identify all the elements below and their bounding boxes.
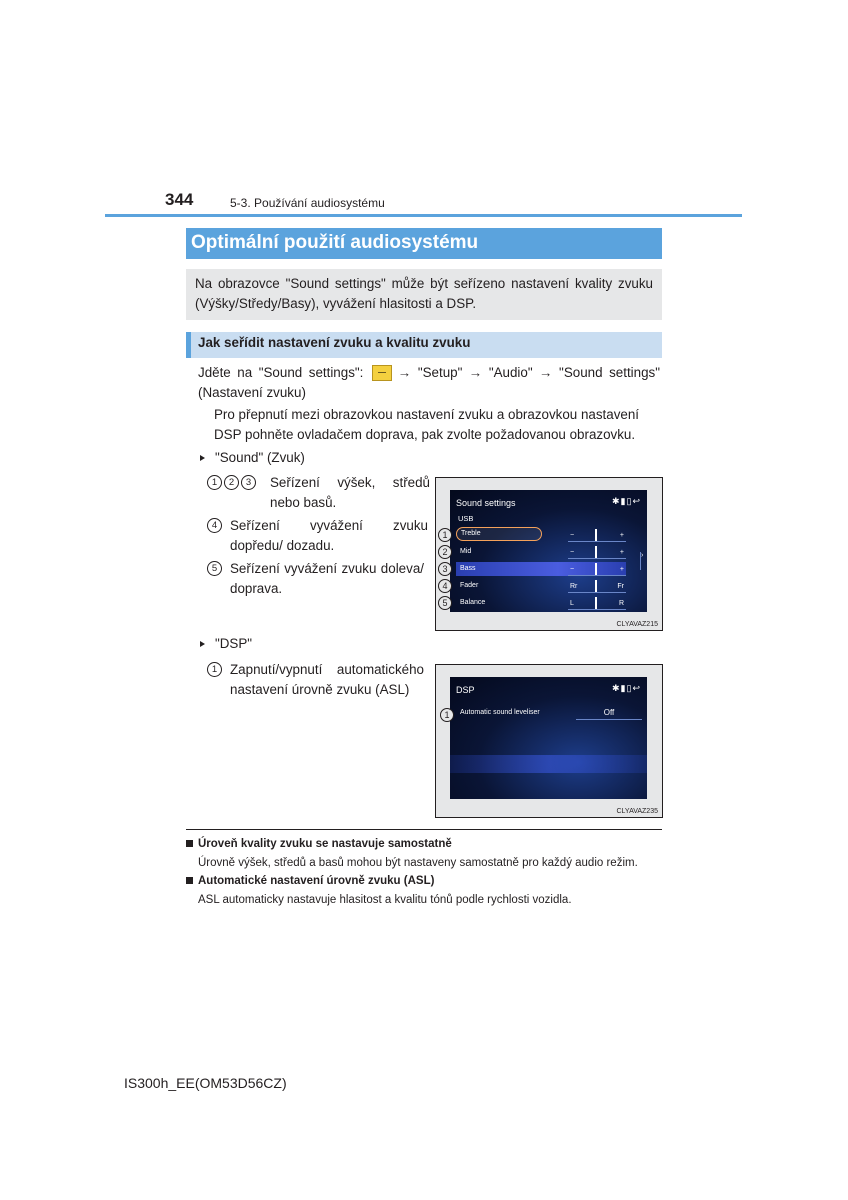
sound-settings-screenshot [435,477,663,631]
back-icon: ↩ [632,496,641,506]
slider-indicator [595,546,597,558]
balance-slider[interactable] [568,597,626,610]
screen-callout: 1 [440,708,454,722]
row-label: Fader [460,582,479,589]
row-label: Bass [460,565,476,572]
callout-number: 3 [241,475,256,490]
slider-max: R [618,600,624,607]
callout-group-dsp-1 [207,661,224,679]
callout-group-4 [207,517,224,535]
asl-toggle[interactable]: Off [576,707,642,720]
dsp-switch-note: Pro přepnutí mezi obrazovkou nastavení zvuku a obrazovkou nastavení DSP pohněte ovladačem doprava, pak zvolte požadovanou obrazovku. [214,407,640,442]
chevron-right-icon: › [640,552,647,570]
mid-row[interactable] [456,545,626,559]
path-after: → "Setup" → "Audio" → "Sound settings" (Nastavení zvuku) [198,365,660,400]
callout-number: 1 [207,662,222,677]
dsp-bullet [200,634,252,654]
screen-title: DSP [456,685,475,695]
navigation-path [198,363,660,403]
sound-item-text: Seřízení vyvážení zvuku doleva/ doprava. [230,561,424,596]
row-label: Mid [460,548,472,555]
callout-number: 1 [207,475,222,490]
status-icons [612,496,641,507]
bluetooth-icon: ✱ [612,683,621,693]
note-heading [186,875,434,887]
note-heading-text: Automatické nastavení úrovně zvuku (ASL) [198,875,435,887]
page-title: Optimální použití audiosystému [186,228,662,259]
bass-slider[interactable] [568,563,626,576]
path-before: Jděte na "Sound settings": [198,365,364,380]
slider-indicator [595,529,597,541]
bass-row[interactable] [456,562,626,576]
notes-divider [186,829,662,830]
sound-item-text: Seřízení výšek, středů nebo basů. [270,475,430,510]
section-heading: Jak seřídit nastavení zvuku a kvalitu zvuku [186,332,662,358]
square-bullet-icon [186,877,193,884]
slider-min: − [570,532,575,539]
asl-label: Automatic sound leveliser [460,709,540,716]
callout-group-1-3 [207,474,258,492]
mid-slider[interactable] [568,546,626,559]
battery-icon: ▯ [626,496,633,506]
note-heading [186,838,452,850]
slider-max: Fr [617,583,624,590]
fader-slider[interactable] [568,580,626,593]
status-icons [612,683,641,694]
footer-code: IS300h_EE(OM53D56CZ) [124,1075,287,1091]
triangle-bullet-icon [200,455,205,461]
dsp-screen [450,677,647,799]
dsp-screenshot [435,664,663,818]
page-number: 344 [165,190,194,209]
dsp-bullet-label: "DSP" [215,636,253,651]
menu-button-icon [372,365,392,381]
dsp-item-text: Zapnutí/vypnutí automatického nastavení úrovně zvuku (ASL) [230,662,424,697]
sound-settings-screen [450,490,647,612]
screen-glow [450,755,647,773]
screen-source: USB [458,514,474,523]
chapter-title: 5-3. Používání audiosystému [230,196,385,210]
image-code: CLYAVAZ235 [616,808,658,815]
callout-group-5 [207,560,224,578]
screen-callout: 3 [438,562,452,576]
back-icon: ↩ [632,683,641,693]
signal-icon: ▮ [620,496,627,506]
treble-slider[interactable] [568,529,626,542]
callout-number: 2 [224,475,239,490]
slider-max: + [619,532,624,539]
note-text: ASL automaticky nastavuje hlasitost a kvalitu tónů podle rychlosti vozidla. [198,894,572,906]
balance-row[interactable] [456,596,626,610]
slider-min: − [570,566,575,573]
bluetooth-icon: ✱ [612,496,621,506]
treble-row[interactable] [456,528,626,542]
header-divider [105,214,742,217]
slider-min: Rr [570,583,578,590]
screen-title: Sound settings [456,498,516,508]
triangle-bullet-icon [200,641,205,647]
screen-callout: 4 [438,579,452,593]
slider-max: + [619,566,624,573]
battery-icon: ▯ [626,683,633,693]
sound-bullet [200,448,305,468]
callout-number: 5 [207,561,222,576]
row-label: Balance [460,599,486,606]
sound-item-text: Seřízení vyvážení zvuku dopředu/ dozadu. [230,518,428,553]
screen-callout: 2 [438,545,452,559]
slider-max: + [619,549,624,556]
square-bullet-icon [186,840,193,847]
intro-box: Na obrazovce "Sound settings" může být seřízeno nastavení kvality zvuku (Výšky/Středy/Basy), vyvážení hlasitosti a DSP. [186,269,662,320]
slider-min: L [570,600,574,607]
slider-min: − [570,549,575,556]
fader-row[interactable] [456,579,626,593]
slider-indicator [595,597,597,609]
slider-indicator [595,580,597,592]
signal-icon: ▮ [620,683,627,693]
screen-callout: 5 [438,596,452,610]
screen-callout: 1 [438,528,452,542]
note-text: Úrovně výšek, středů a basů mohou být nastaveny samostatně pro každý audio režim. [198,857,638,869]
slider-indicator [595,563,597,575]
sound-bullet-label: "Sound" (Zvuk) [215,450,305,465]
callout-number: 4 [207,518,222,533]
row-label: Treble [456,527,542,541]
image-code: CLYAVAZ215 [616,621,658,628]
note-heading-text: Úroveň kvality zvuku se nastavuje samostatně [198,838,452,850]
